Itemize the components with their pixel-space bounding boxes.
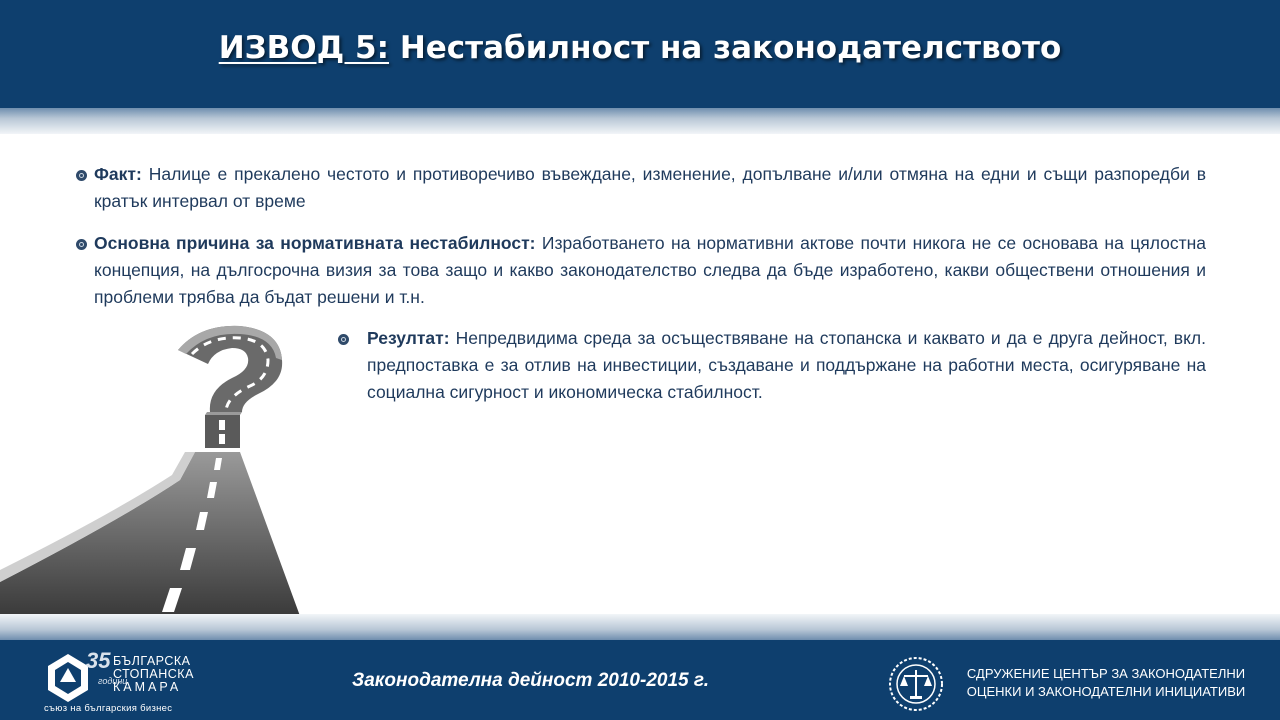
- bsk-logo-years: години: [98, 676, 128, 686]
- title-prefix: ИЗВОД 5:: [218, 30, 390, 66]
- bullet-text: Налице е прекалено честото и противоречиво въвеждане, изменение, допълване и/или отмяна на едни и същи разпоредби в кратък интервал от време: [94, 164, 1206, 211]
- bsk-subtitle: съюз на българския бизнес: [44, 703, 173, 714]
- bsk-logo-number: 35: [86, 648, 111, 673]
- question-road-illustration: [0, 320, 330, 616]
- bullet-cause: [94, 230, 1206, 311]
- org-line2: ОЦЕНКИ И ЗАКОНОДАТЕЛНИ ИНИЦИАТИВИ: [966, 684, 1246, 699]
- bsk-logo-text: [113, 655, 194, 694]
- bsk-line3: КАМАРА: [113, 680, 182, 694]
- header-shadow: [0, 108, 1280, 134]
- org-line1: СДРУЖЕНИЕ ЦЕНТЪР ЗА ЗАКОНОДАТЕЛНИ: [966, 666, 1246, 681]
- bullet-label: Резултат:: [367, 328, 450, 348]
- bsk-line1: БЪЛГАРСКА: [113, 654, 191, 668]
- bullet-fact: [94, 161, 1206, 215]
- justice-seal-icon: [888, 656, 944, 712]
- title-rest: Нестабилност на законодателството: [389, 30, 1062, 66]
- bullet-dot-icon: [338, 334, 349, 345]
- bullet-text: Непредвидима среда за осъществяване на стопанска и каквато и да е друга дейност, вкл. предпоставка е за отлив на инвестиции, създаване и поддържане на работни места, осигуряване на социална сигурност и икономическа стабилност.: [367, 328, 1206, 402]
- bullet-dot-icon: [76, 239, 87, 250]
- bullet-result: [367, 325, 1206, 406]
- footer-shadow: [0, 614, 1280, 640]
- bullet-dot-icon: [76, 170, 87, 181]
- bullet-label: Основна причина за нормативната нестабилност:: [94, 233, 536, 253]
- slide-title: [0, 30, 1280, 66]
- bullet-text: Изработването на нормативни актове почти никога не се основава на цялостна концепция, на дългосрочна визия за това защо и какво законодателство следва да бъде изработено, какви обществени отношения и проблеми трябва да бъдат решени и т.н.: [94, 233, 1206, 307]
- org-name: [956, 665, 1256, 701]
- footer-center-text: Законодателна дейност 2010-2015 г.: [352, 670, 710, 691]
- bullet-label: Факт:: [94, 164, 142, 184]
- bsk-line2: СТОПАНСКА: [113, 667, 194, 681]
